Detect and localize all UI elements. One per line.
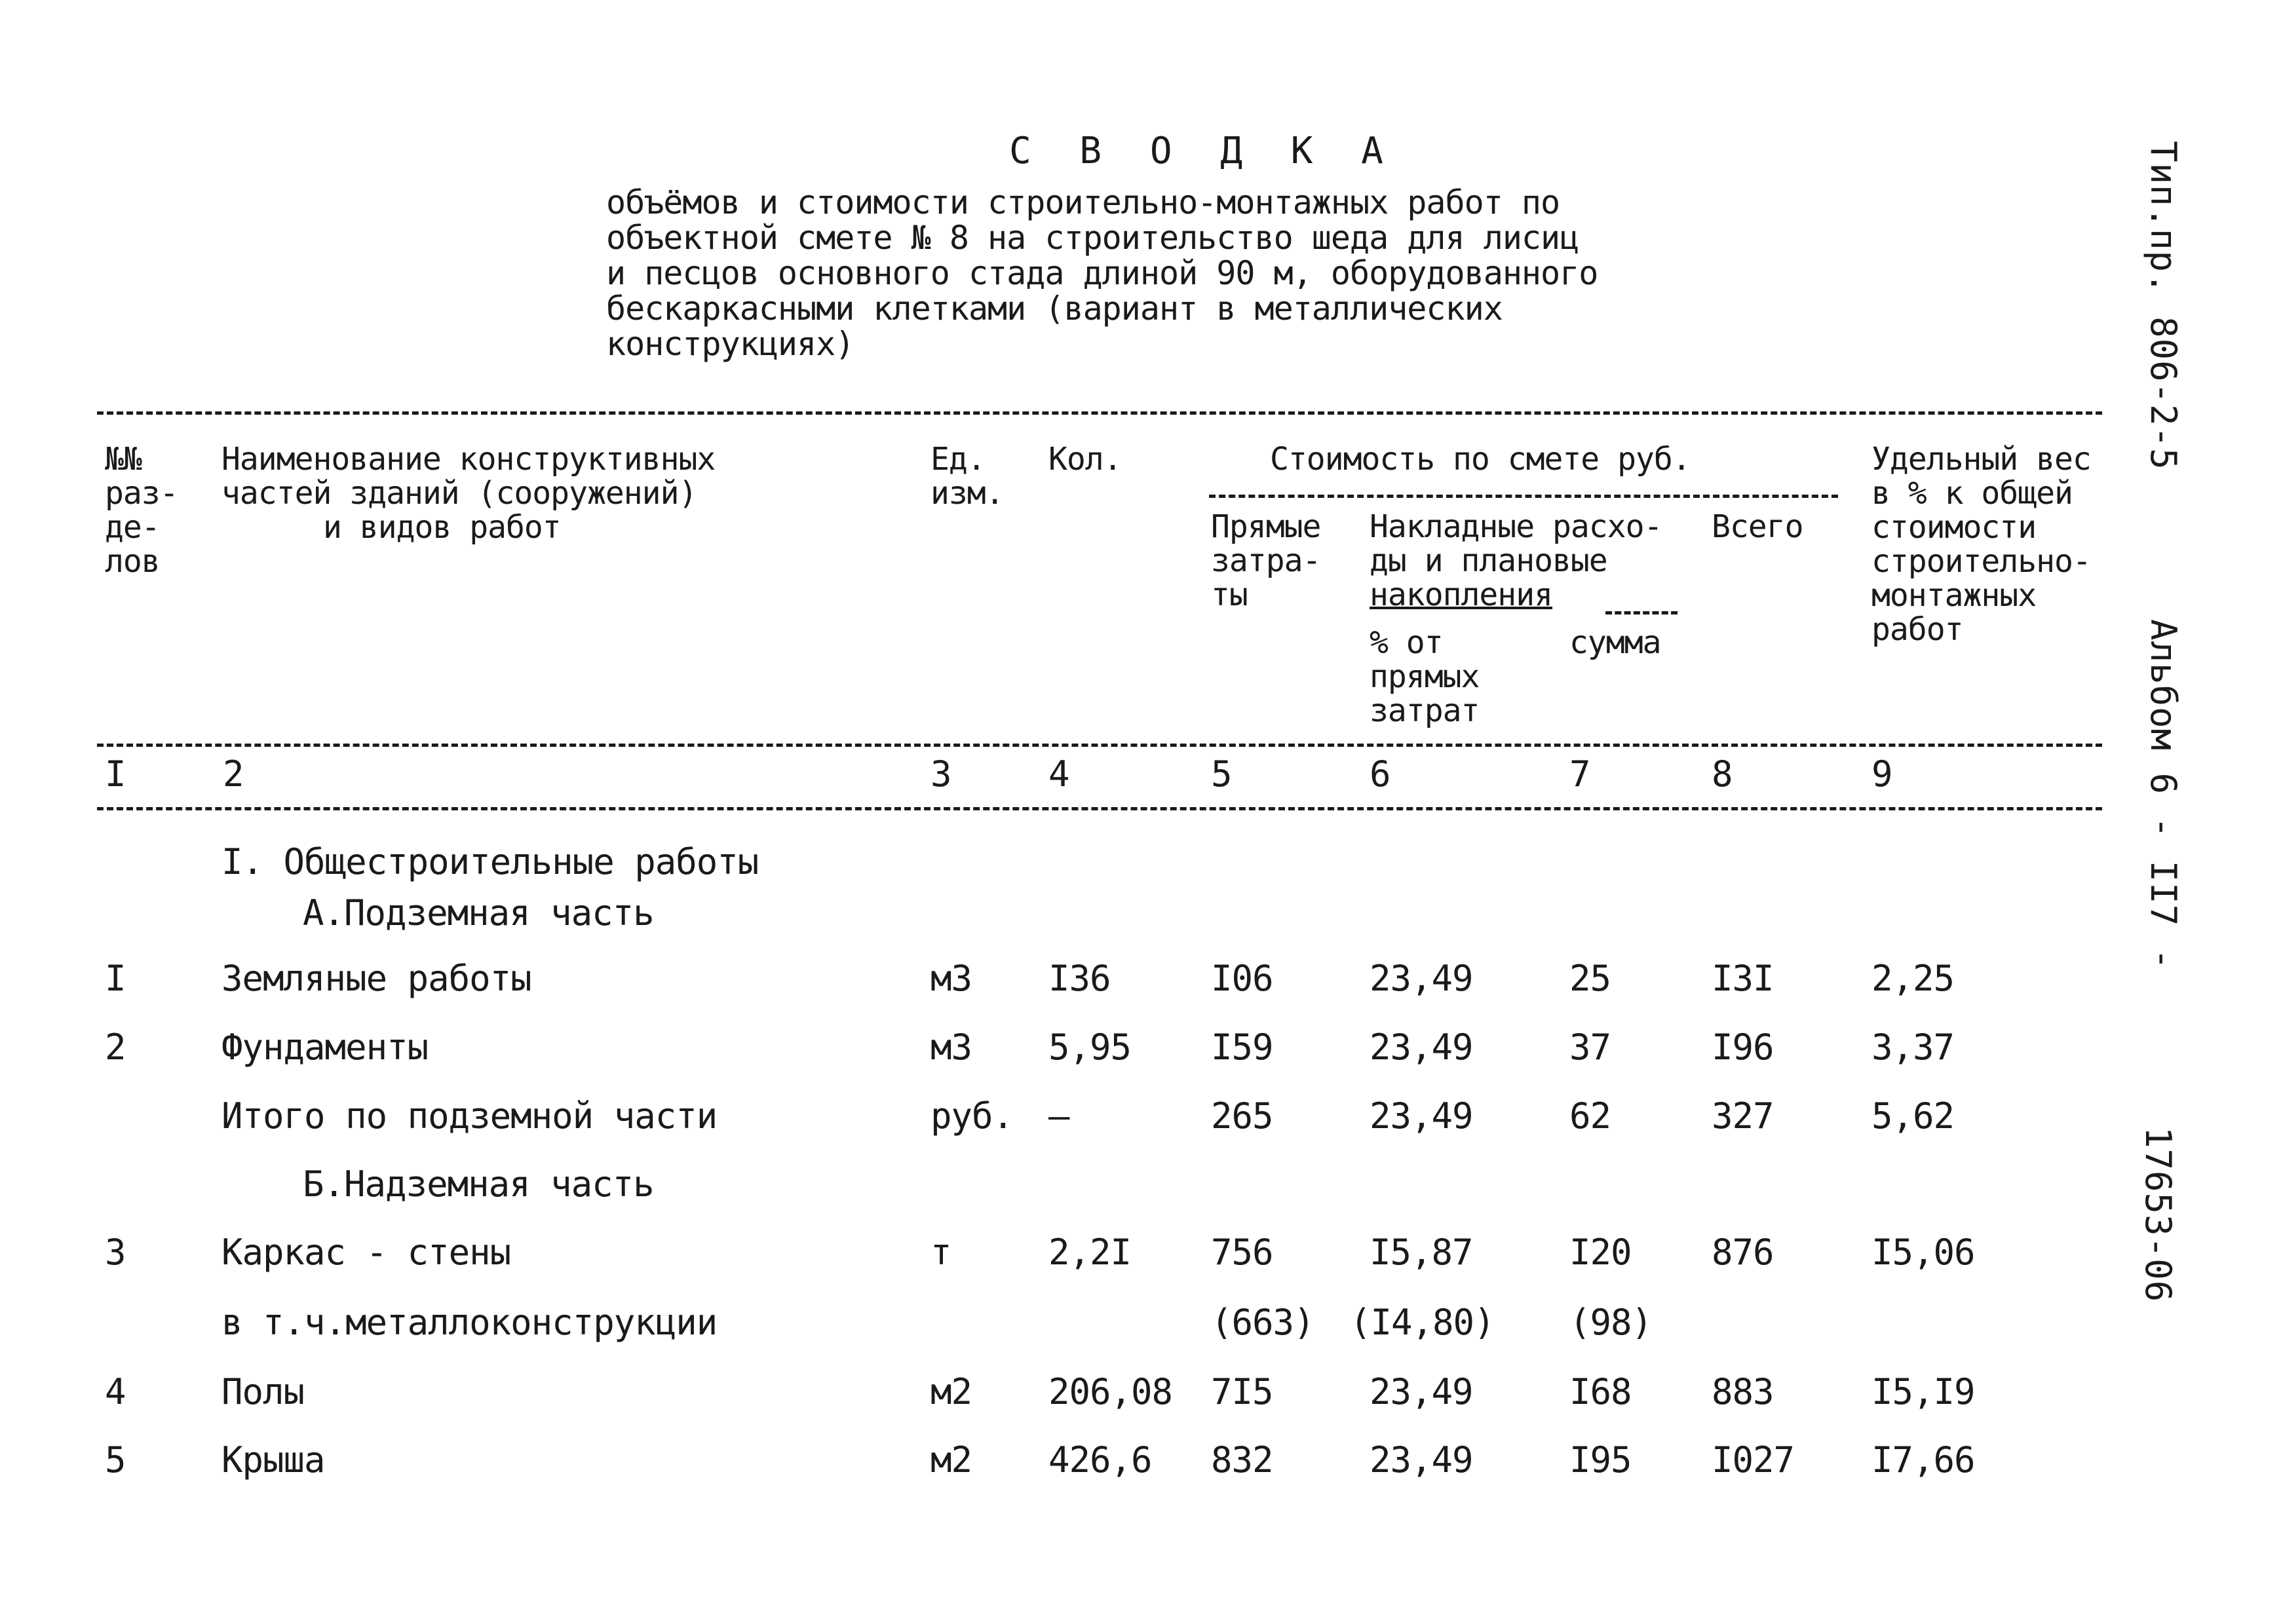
subtitle-line: конструкциях)	[606, 325, 854, 363]
row-quantity: 5,95	[1048, 1027, 1132, 1068]
row-direct: 7I5	[1211, 1371, 1273, 1412]
row-quantity: 2,2I	[1048, 1232, 1132, 1273]
row-direct: 265	[1211, 1095, 1273, 1137]
row-total: 876	[1712, 1232, 1774, 1273]
row-sum: I20	[1569, 1232, 1632, 1273]
subtitle-line: объёмов и стоимости строительно-монтажных работ по	[606, 183, 1560, 221]
row-name: Полы	[221, 1371, 305, 1412]
row-direct: (663)	[1211, 1302, 1314, 1343]
subsection-heading: А.Подземная часть	[303, 892, 654, 934]
row-number: 2	[105, 1027, 126, 1068]
column-number: I	[105, 753, 126, 795]
row-share: 3,37	[1871, 1027, 1955, 1068]
section-heading: I. Общестроительные работы	[221, 841, 759, 882]
row-name: Крыша	[221, 1439, 325, 1481]
row-direct: 832	[1211, 1439, 1273, 1481]
row-total: 883	[1712, 1371, 1774, 1412]
header-share: Удельный вес в % к общей стоимости строительно- монтажных работ	[1871, 441, 2091, 648]
column-number: 6	[1370, 753, 1391, 795]
header-total: Всего	[1712, 508, 1803, 545]
row-sum: (98)	[1569, 1302, 1653, 1343]
header-overhead-percent: % от прямых затрат	[1370, 624, 1480, 729]
column-number: 9	[1871, 753, 1892, 795]
header-overhead: Накладные расхо- ды и плановые накопления	[1370, 508, 1662, 613]
row-unit: м3	[930, 958, 972, 999]
row-percent: 23,49	[1370, 1095, 1473, 1137]
row-quantity: 206,08	[1048, 1371, 1173, 1412]
cost-group-rule	[1209, 495, 1838, 498]
row-total: 327	[1712, 1095, 1774, 1137]
subtitle-line: бескаркасными клетками (вариант в металлических	[606, 290, 1503, 328]
header-cost-group: Стоимость по смете руб.	[1270, 441, 1691, 478]
header-unit: Ед. изм.	[930, 441, 1004, 512]
column-number: 8	[1712, 753, 1733, 795]
row-percent: I5,87	[1370, 1232, 1473, 1273]
subtitle-line: объектной смете № 8 на строительство шеда для лисиц	[606, 219, 1579, 257]
row-number: 4	[105, 1371, 126, 1412]
row-number: 5	[105, 1439, 126, 1481]
row-percent: 23,49	[1370, 1371, 1473, 1412]
row-quantity: 426,6	[1048, 1439, 1152, 1481]
header-quantity: Кол.	[1048, 441, 1122, 478]
header-bottom-rule	[97, 744, 2102, 747]
row-percent: 23,49	[1370, 958, 1473, 999]
subsection-heading: Б.Надземная часть	[303, 1163, 654, 1205]
row-share: I5,06	[1871, 1232, 1975, 1273]
row-name: Фундаменты	[221, 1027, 429, 1068]
row-unit: т	[930, 1232, 951, 1273]
header-section-number: №№ раз- де- лов	[105, 441, 178, 580]
column-number: 5	[1211, 753, 1232, 795]
column-number: 3	[930, 753, 951, 795]
row-sum: 25	[1569, 958, 1611, 999]
document-title: С В О Д К А	[1009, 130, 1396, 172]
row-sum: 37	[1569, 1027, 1611, 1068]
side-album-label: Альбом 6 - II7 -	[2143, 619, 2184, 971]
header-work-name: Наименование конструктивных частей зданий (сооружений) и видов работ	[221, 441, 716, 546]
row-direct: I06	[1211, 958, 1273, 999]
row-share: I5,I9	[1871, 1371, 1975, 1412]
row-name: Итого по подземной части	[221, 1095, 718, 1137]
row-quantity: –	[1048, 1095, 1069, 1137]
row-unit: руб.	[930, 1095, 1014, 1137]
header-overhead-sum: сумма	[1569, 624, 1661, 661]
column-number: 4	[1048, 753, 1069, 795]
row-unit: м2	[930, 1371, 972, 1412]
header-top-rule	[97, 411, 2102, 415]
row-percent: (I4,80)	[1350, 1302, 1495, 1343]
row-number: 3	[105, 1232, 126, 1273]
row-total: I96	[1712, 1027, 1774, 1068]
side-code-label: 17653-06	[2138, 1127, 2179, 1303]
row-total: I027	[1712, 1439, 1795, 1481]
row-unit: м3	[930, 1027, 972, 1068]
row-percent: 23,49	[1370, 1027, 1473, 1068]
row-name: Земляные работы	[221, 958, 531, 999]
row-unit: м2	[930, 1439, 972, 1481]
subtitle-line: и песцов основного стада длиной 90 м, оборудованного	[606, 254, 1598, 292]
header-direct-costs: Прямые затра- ты	[1211, 508, 1321, 613]
column-number: 2	[223, 753, 244, 795]
row-name: в т.ч.металлоконструкции	[221, 1302, 718, 1343]
row-sum: I95	[1569, 1439, 1632, 1481]
document-subtitle	[606, 185, 1598, 362]
row-share: 5,62	[1871, 1095, 1955, 1137]
row-share: I7,66	[1871, 1439, 1975, 1481]
row-number: I	[105, 958, 126, 999]
row-direct: I59	[1211, 1027, 1273, 1068]
row-direct: 756	[1211, 1232, 1273, 1273]
row-share: 2,25	[1871, 958, 1955, 999]
column-numbers-rule	[97, 807, 2102, 810]
row-total: I3I	[1712, 958, 1774, 999]
column-number: 7	[1569, 753, 1590, 795]
row-name: Каркас - стены	[221, 1232, 511, 1273]
row-quantity: I36	[1048, 958, 1111, 999]
row-percent: 23,49	[1370, 1439, 1473, 1481]
row-sum: I68	[1569, 1371, 1632, 1412]
side-project-label: Тип.пр. 806-2-5	[2143, 141, 2184, 470]
row-sum: 62	[1569, 1095, 1611, 1137]
